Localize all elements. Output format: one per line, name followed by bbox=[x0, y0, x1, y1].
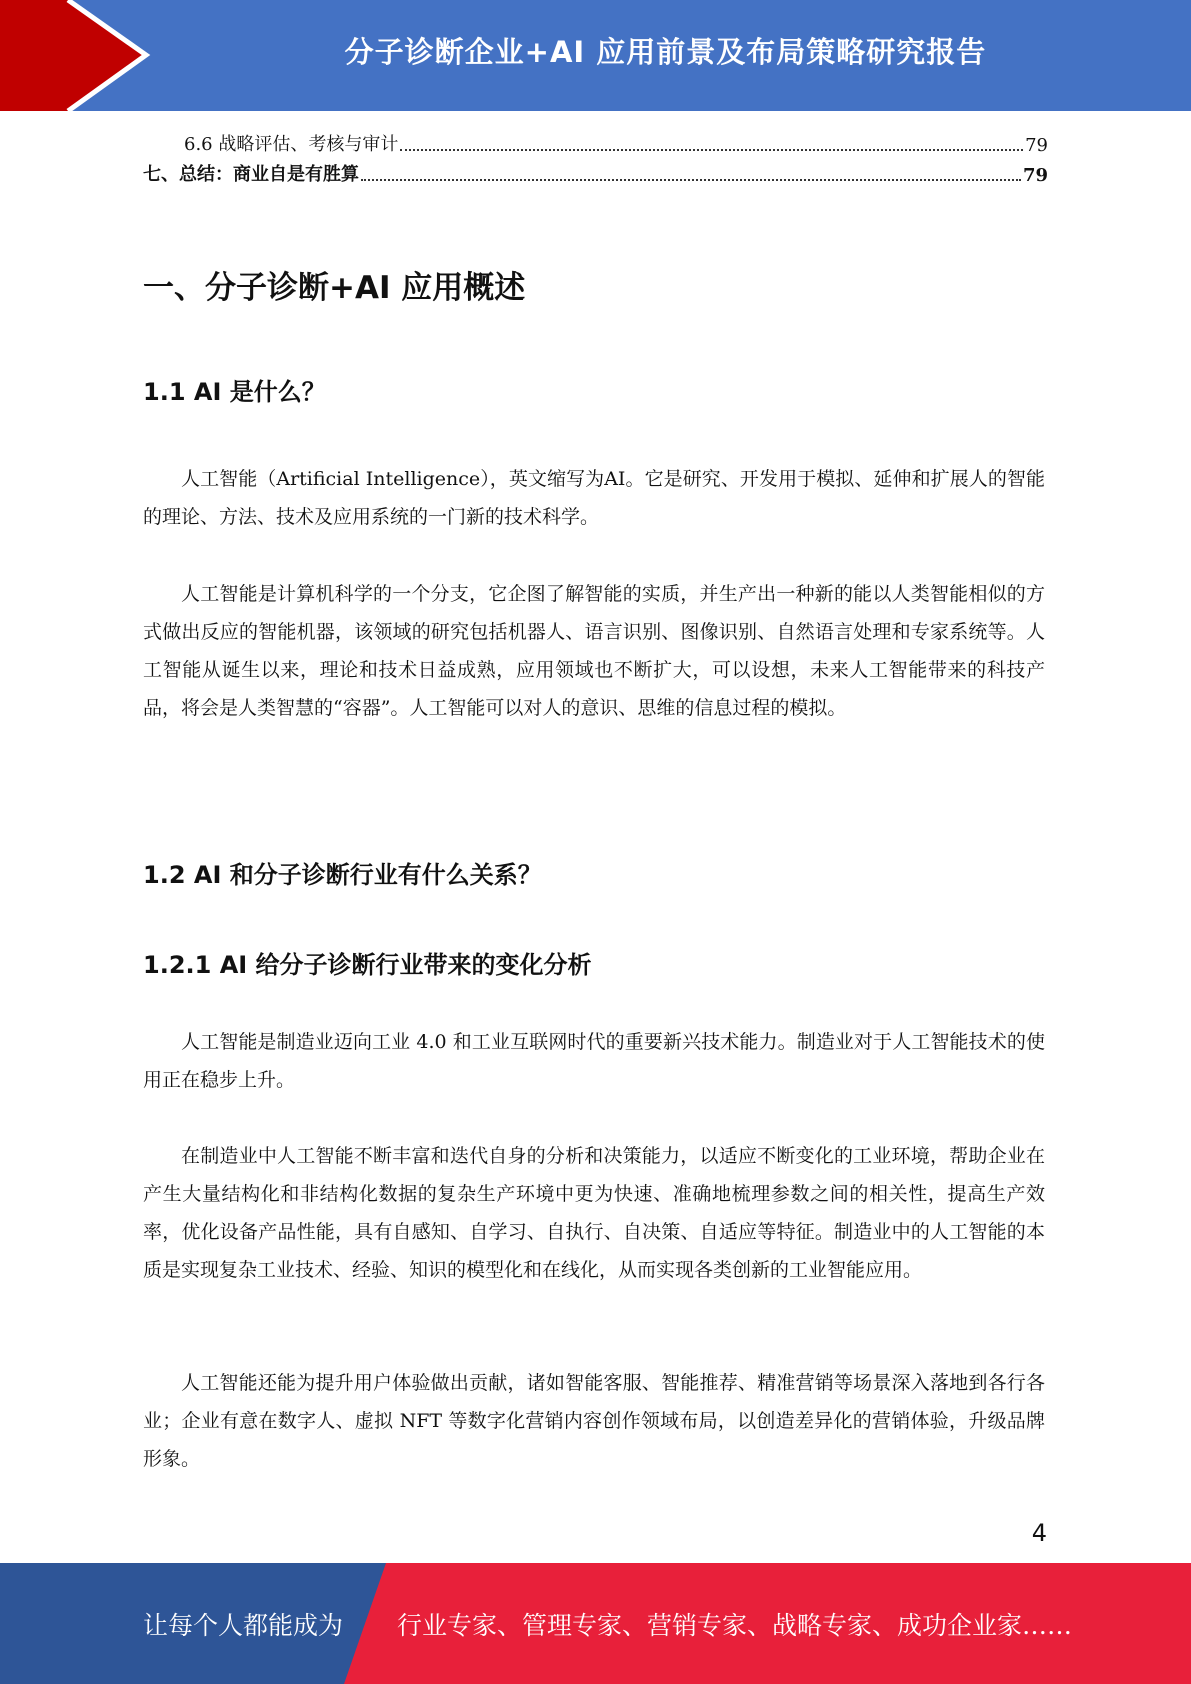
toc-entry[interactable] bbox=[143, 158, 1048, 186]
toc-entry-label: 七、总结：商业自是有胜算 bbox=[143, 164, 359, 185]
toc-leader-dots bbox=[361, 179, 1021, 181]
footer-banner bbox=[0, 1563, 1191, 1684]
chapter-heading: 一、分子诊断+AI 应用概述 bbox=[143, 270, 526, 306]
footer-slogan-left: 让每个人都能成为 bbox=[143, 1610, 344, 1640]
toc-entry[interactable] bbox=[184, 128, 1048, 156]
paragraph: 人工智能还能为提升用户体验做出贡献，诸如智能客服、智能推荐、精准营销等场景深入落地到各行各业；企业有意在数字人、虚拟 NFT 等数字化营销内容创作领域布局，以创造差异化的营销体验，升级品牌形象。 bbox=[143, 1372, 1045, 1470]
paragraph: 在制造业中人工智能不断丰富和迭代自身的分析和决策能力，以适应不断变化的工业环境，帮助企业在产生大量结构化和非结构化数据的复杂生产环境中更为快速、准确地梳理参数之间的相关性，提高生产效率，优化设备产品性能，具有自感知、自学习、自执行、自决策、自适应等特征。制造业中的人工智能的本质是实现复杂工业技术、经验、知识的模型化和在线化，从而实现各类创新的工业智能应用。 bbox=[143, 1145, 1045, 1281]
footer-slogan-right: 行业专家、管理专家、营销专家、战略专家、成功企业家…… bbox=[397, 1610, 1073, 1640]
toc-entry-page: 79 bbox=[1022, 165, 1048, 186]
report-title: 分子诊断企业+AI 应用前景及布局策略研究报告 bbox=[344, 34, 987, 69]
section-heading-1-2-1: 1.2.1 AI 给分子诊断行业带来的变化分析 bbox=[143, 951, 592, 979]
paragraph: 人工智能（Artificial Intelligence），英文缩写为AI。它是研究、开发用于模拟、延伸和扩展人的智能的理论、方法、技术及应用系统的一门新的技术科学。 bbox=[143, 468, 1045, 528]
page-number: 4 bbox=[1031, 1519, 1047, 1547]
paragraph: 人工智能是计算机科学的一个分支，它企图了解智能的实质，并生产出一种新的能以人类智能相似的方式做出反应的智能机器，该领域的研究包括机器人、语言识别、图像识别、自然语言处理和专家系统等。人工智能从诞生以来，理论和技术日益成熟，应用领域也不断扩大，可以设想，未来人工智能带来的科技产品，将会是人类智慧的“容器”。人工智能可以对人的意识、思维的信息过程的模拟。 bbox=[143, 583, 1045, 719]
toc-leader-dots bbox=[400, 149, 1023, 151]
toc-entry-page: 79 bbox=[1025, 135, 1048, 156]
section-heading-1-2: 1.2 AI 和分子诊断行业有什么关系？ bbox=[143, 861, 542, 889]
section-heading-1-1: 1.1 AI 是什么？ bbox=[143, 378, 326, 406]
header-banner bbox=[0, 0, 1191, 111]
toc-entry-label: 6.6 战略评估、考核与审计 bbox=[184, 134, 399, 155]
paragraph: 人工智能是制造业迈向工业 4.0 和工业互联网时代的重要新兴技术能力。制造业对于人工智能技术的使用正在稳步上升。 bbox=[143, 1031, 1045, 1091]
